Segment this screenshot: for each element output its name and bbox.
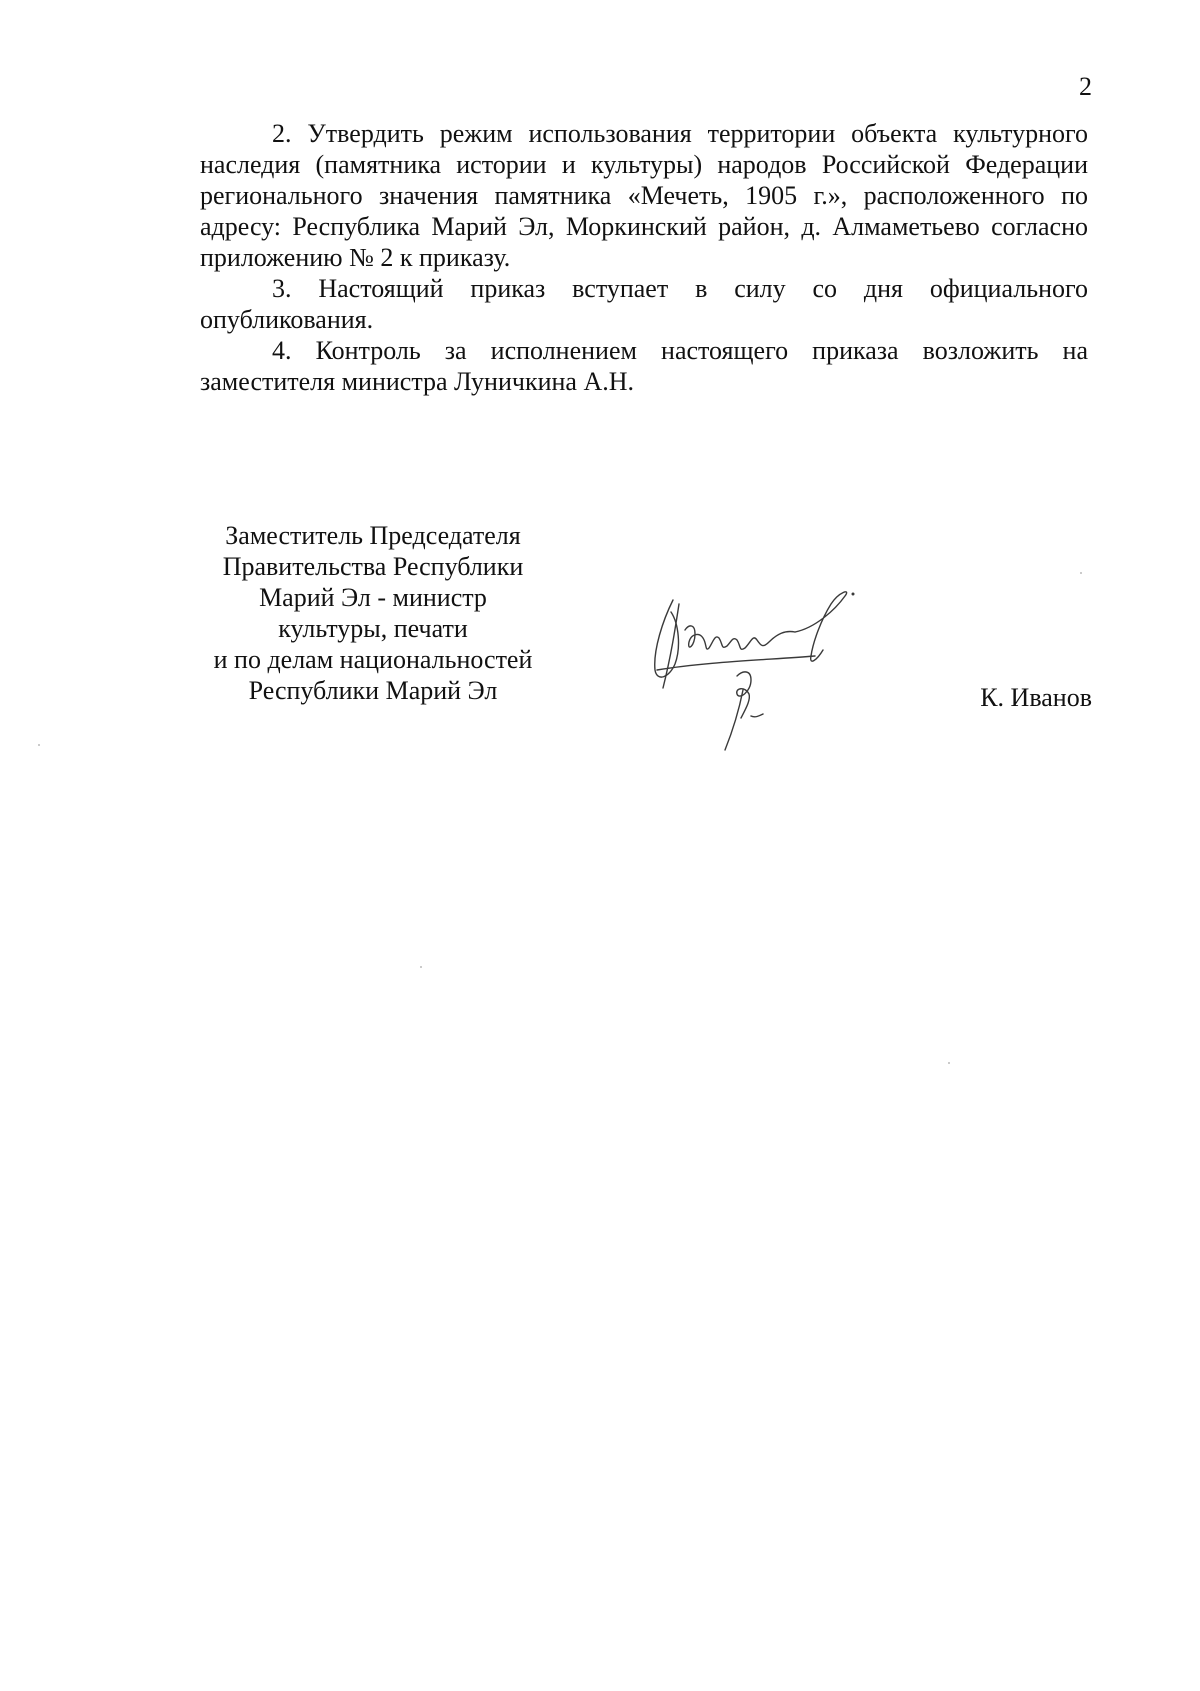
- paragraph-4: 4. Контроль за исполнением настоящего приказа возложить на заместителя министра Луничкина А.Н.: [200, 336, 1088, 396]
- scan-speck: [948, 1062, 950, 1064]
- signatory-title-line: Республики Марий Эл: [248, 676, 498, 705]
- paragraph-2: 2. Утвердить режим использования территории объекта культурного наследия (памятника истории и культуры) народов Российской Федерации регионального значения памятника «Мечеть, 1905 г.», расположенного по адресу: Республика Марий Эл, Моркинский район, д. Алмаметьево согласно приложению № 2 к приказу.: [200, 119, 1088, 272]
- paragraph-3: 3. Настоящий приказ вступает в силу со дня официального опубликования.: [200, 274, 1088, 334]
- signatory-title-line: Марий Эл - министр: [259, 583, 487, 612]
- scan-speck: [420, 966, 422, 968]
- signatory-title-line: Правительства Республики: [222, 552, 524, 581]
- handwritten-signature-icon: [645, 590, 925, 790]
- signatory-title-line: и по делам национальностей: [213, 645, 533, 674]
- signatory-title-line: культуры, печати: [278, 614, 468, 643]
- signatory-title: [188, 520, 558, 706]
- scan-speck: [1080, 572, 1082, 574]
- document-body: [200, 118, 1088, 397]
- scan-speck: [38, 744, 40, 746]
- signer-name: К. Иванов: [980, 683, 1092, 712]
- page-number: 2: [1079, 72, 1092, 101]
- signatory-title-line: Заместитель Председателя: [225, 521, 521, 550]
